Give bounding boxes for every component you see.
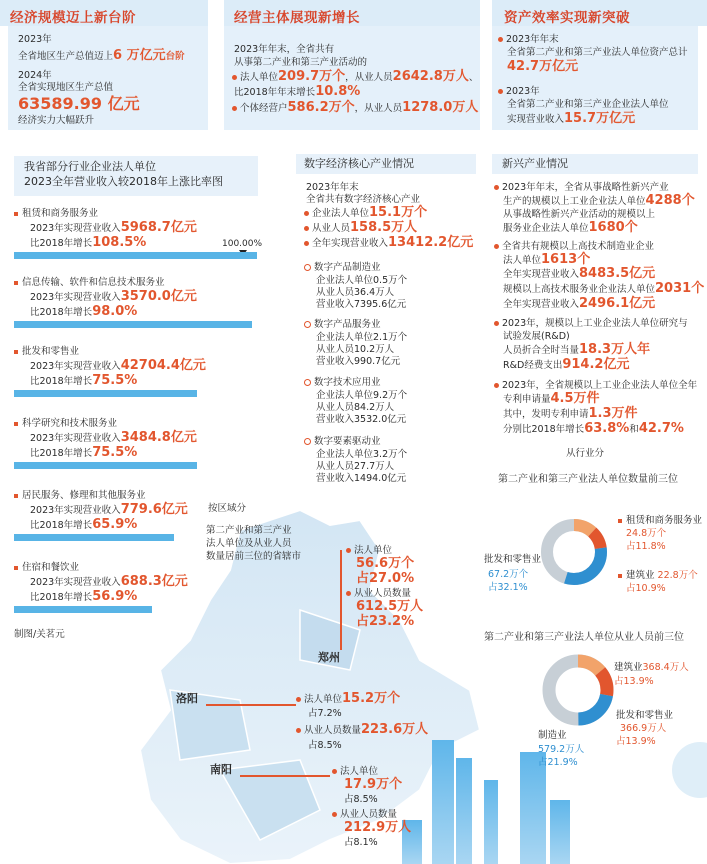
zhengzhou-units-share: 占27.0% [356, 571, 415, 586]
digital-group-units: 企业法人单位9.2万个 [316, 390, 408, 401]
emerging-p3a: 2023年，规模以上工业企业法人单位研究与 [494, 318, 688, 330]
region-note-3: 数量居前三位的省辖市 [206, 551, 302, 562]
efficiency-assets: 42.7万亿元 [507, 59, 579, 74]
nanyang-emp-share: 占8.1% [344, 837, 378, 848]
nanyang-units-value: 17.9万个 [344, 777, 403, 792]
bar-value-label: 比2018年增长75.5% [30, 373, 138, 388]
zhengzhou-emp-value: 612.5万人 [356, 599, 424, 614]
zhengzhou-units-label: 法人单位 [346, 545, 392, 557]
zhengzhou-units-value: 56.6万个 [356, 556, 415, 571]
digital-l1: 2023年年末 [306, 182, 359, 193]
donut1-label-0-value: 24.8万个 [626, 528, 667, 539]
emerging-title: 新兴产业情况 [502, 157, 568, 170]
digital-units: 企业法人单位15.1万个 [304, 207, 427, 220]
zhengzhou-leader [340, 550, 342, 650]
donut1 [538, 516, 610, 588]
digital-title: 数字经济核心产业情况 [304, 157, 414, 170]
digital-group-units: 企业法人单位2.1万个 [316, 332, 408, 343]
emerging-p2d: 规模以上高技术服务业企业法人单位2031个 [503, 281, 705, 296]
bar [14, 534, 174, 541]
digital-group-units: 企业法人单位0.5万个 [316, 275, 408, 286]
zhengzhou-name: 郑州 [318, 651, 340, 664]
bar-category-label: 住宿和餐饮业 [14, 562, 79, 574]
efficiency-a2: 全省第二产业和第三产业法人单位资产总计 [507, 47, 688, 58]
nanyang-units-label: 法人单位 [332, 766, 378, 778]
nanyang-name: 南阳 [210, 763, 232, 776]
scale-year-2024: 2024年 [18, 70, 52, 81]
entities-line1: 2023年年末，全省共有 [234, 44, 335, 55]
emerging-p1b: 生产的规模以上工业企业法人单位4288个 [503, 193, 695, 208]
bar [14, 390, 197, 397]
efficiency-b2: 全省第二产业和第三产业企业法人单位 [507, 99, 669, 110]
bar [14, 606, 152, 613]
emerging-p4a: 2023年，全省规模以上工业企业法人单位全年 [494, 380, 697, 392]
donut2-label-1-value: 366.9万人 [620, 723, 667, 734]
nanyang-emp-value: 212.9万人 [344, 820, 412, 835]
luoyang-units-share: 占7.2% [308, 708, 342, 719]
emerging-p1d: 服务业企业法人单位1680个 [503, 220, 638, 235]
donut2-label-1-share: 占13.9% [616, 736, 656, 747]
bar-category-label: 科学研究和技术服务业 [14, 418, 117, 430]
digital-group-rev: 营业收入1494.0亿元 [316, 473, 407, 484]
donut1-label-2-value: 67.2万个 [488, 569, 529, 580]
digital-group-rev: 营业收入3532.0亿元 [316, 414, 407, 425]
luoyang-name: 洛阳 [176, 692, 198, 705]
digital-group-emp: 从业人员10.2万人 [316, 344, 395, 355]
bar-category-label: 租赁和商务服务业 [14, 208, 98, 220]
emerging-p4c: 其中，发明专利申请1.3万件 [503, 406, 638, 421]
scale-gdp-2024-value: 63589.99 亿元 [18, 94, 140, 113]
region-note-1: 第二产业和第三产业 [206, 525, 292, 536]
bar-revenue-label: 2023年实现营业收入5968.7亿元 [30, 220, 197, 235]
donut2-title: 第二产业和第三产业法人单位从业人员前三位 [484, 632, 684, 643]
donut1-label-2-name: 批发和零售业 [484, 554, 542, 565]
emerging-p2b: 法人单位1613个 [503, 252, 591, 267]
digital-group-emp: 从业人员27.7万人 [316, 461, 395, 472]
emerging-p2a: 全省共有规模以上高技术制造业企业 [494, 241, 654, 253]
emerging-p3c: 人员折合全时当量18.3万人年 [503, 342, 651, 357]
efficiency-revenue: 实现营业收入15.7万亿元 [507, 111, 636, 126]
digital-group-name: 数字产品制造业 [304, 262, 381, 274]
scale-title: 经济规模迈上新台阶 [10, 10, 136, 26]
emerging-p1c: 从事战略性新兴产业活动的规模以上 [503, 209, 656, 220]
donut2-label-2-value: 579.2万人 [538, 744, 585, 755]
bar [14, 462, 197, 469]
scale-gdp-2023: 全省地区生产总值迈上6 万亿元台阶 [18, 48, 185, 63]
emerging-p3d: R&D经费支出914.2亿元 [503, 357, 630, 372]
nanyang-units-share: 占8.5% [344, 794, 378, 805]
entities-growth: 比2018年年末增长10.8% [234, 84, 361, 99]
credit: 制图/关茗元 [14, 629, 65, 640]
emerging-p4b: 专利申请量4.5万件 [503, 391, 600, 406]
bar [14, 252, 257, 259]
digital-revenue: 全年实现营业收入13412.2亿元 [304, 237, 473, 250]
digital-group-name: 数字技术应用业 [304, 377, 381, 389]
donut2 [540, 652, 616, 728]
donut1-label-0-name: 租赁和商务服务业 [618, 515, 702, 527]
donut2-label-1-name: 批发和零售业 [616, 710, 674, 721]
luoyang-leader [206, 704, 296, 706]
nanyang-emp-label: 从业人员数量 [332, 809, 397, 821]
digital-group-name: 数字要素驱动业 [304, 436, 381, 448]
donut2-label-0: 建筑业368.4万人 [614, 662, 689, 673]
reference-marker-label: 100.00% [222, 239, 263, 249]
digital-group-units: 企业法人单位3.2万个 [316, 449, 408, 460]
emerging-p2e: 全年实现营业收入2496.1亿元 [503, 296, 656, 311]
bar-category-label: 批发和零售业 [14, 346, 79, 358]
chart-title-1: 我省部分行业企业法人单位 [24, 160, 156, 173]
scale-gdp-2024-label: 全省实现地区生产总值 [18, 82, 114, 93]
scale-footer: 经济实力大幅跃升 [18, 115, 95, 126]
chart-title-2: 2023全年营业收入较2018年上涨比率图 [24, 175, 223, 188]
efficiency-title: 资产效率实现新突破 [504, 10, 630, 26]
entities-title: 经营主体展现新增长 [234, 10, 360, 26]
bar-value-label: 比2018年增长98.0% [30, 304, 138, 319]
by-industry-label: 从行业分 [566, 448, 605, 459]
donut1-label-1-share: 占10.9% [626, 583, 666, 594]
bar-revenue-label: 2023年实现营业收入779.6亿元 [30, 502, 188, 517]
efficiency-b1: 2023年 [498, 86, 540, 98]
digital-group-rev: 营业收入990.7亿元 [316, 356, 401, 367]
nanyang-leader [240, 775, 330, 777]
zhengzhou-emp-share: 占23.2% [356, 614, 415, 629]
bar-value-label: 比2018年增长65.9% [30, 517, 138, 532]
donut2-label-0-share: 占13.9% [614, 676, 654, 687]
by-region-label: 按区域分 [208, 503, 247, 514]
bar-revenue-label: 2023年实现营业收入3570.0亿元 [30, 289, 197, 304]
bar-value-label: 比2018年增长56.9% [30, 589, 138, 604]
bar-category-label: 居民服务、修理和其他服务业 [14, 490, 146, 502]
donut1-label-0-share: 占11.8% [626, 541, 666, 552]
bar-value-label: 比2018年增长108.5% [30, 235, 147, 250]
luoyang-units: 法人单位15.2万个 [296, 693, 400, 706]
scale-year-2023: 2023年 [18, 34, 52, 45]
entities-line2: 从事第二产业和第三产业活动的 [234, 57, 368, 68]
donut2-label-2-share: 占21.9% [538, 757, 578, 768]
bar-value-label: 比2018年增长75.5% [30, 445, 138, 460]
donut1-label-2-share: 占32.1% [488, 582, 528, 593]
donut1-title: 第二产业和第三产业法人单位数量前三位 [498, 474, 678, 485]
zhengzhou-emp-label: 从业人员数量 [346, 588, 411, 600]
digital-group-emp: 从业人员84.2万人 [316, 402, 395, 413]
bar-revenue-label: 2023年实现营业收入3484.8亿元 [30, 430, 197, 445]
donut2-label-2-name: 制造业 [538, 730, 567, 741]
bar-revenue-label: 2023年实现营业收入42704.4亿元 [30, 358, 206, 373]
emerging-p1a: 2023年年末，全省从事战略性新兴产业 [494, 182, 669, 194]
bar-category-label: 信息传输、软件和信息技术服务业 [14, 277, 165, 289]
digital-group-rev: 营业收入7395.6亿元 [316, 299, 407, 310]
luoyang-emp: 从业人员数量223.6万人 [296, 724, 428, 737]
digital-employees: 从业人员158.5万人 [304, 222, 417, 235]
emerging-p3b: 试验发展(R&D) [503, 331, 570, 342]
donut1-label-1: 建筑业 22.8万个 [618, 570, 698, 582]
emerging-p2c: 全年实现营业收入8483.5亿元 [503, 266, 656, 281]
bar-revenue-label: 2023年实现营业收入688.3亿元 [30, 574, 188, 589]
emerging-p4d: 分别比2018年增长63.8%和42.7% [503, 421, 684, 436]
entities-individual: 个体经营户586.2万个，从业人员1278.0万人 [232, 102, 478, 115]
entities-legal: 法人单位209.7万个，从业人员2642.8万人、 [232, 71, 478, 84]
digital-l2: 全省共有数字经济核心产业 [306, 194, 421, 205]
digital-group-emp: 从业人员36.4万人 [316, 287, 395, 298]
bar [14, 321, 252, 328]
region-note-2: 法人单位及从业人员 [206, 538, 292, 549]
efficiency-a1: 2023年年末 [498, 34, 559, 46]
digital-group-name: 数字产品服务业 [304, 319, 381, 331]
luoyang-emp-share: 占8.5% [308, 740, 342, 751]
